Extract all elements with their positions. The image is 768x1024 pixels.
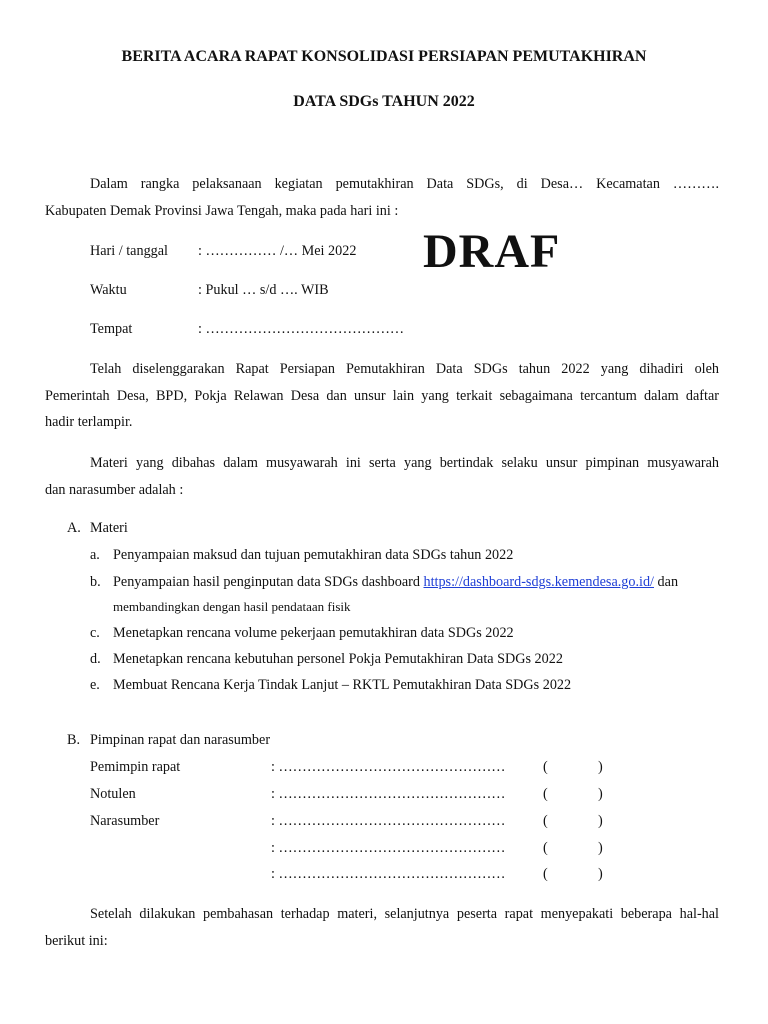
list-item-d-text: Menetapkan rencana kebutuhan personel Pokja Pemutakhiran Data SDGs 2022 <box>113 651 563 667</box>
field-value-date: : …………… /… Mei 2022 <box>198 243 357 259</box>
field-label-time: Waktu <box>90 282 127 298</box>
paragraph-3-line-2: dan narasumber adalah : <box>45 482 184 498</box>
row-paren-open: ( <box>543 866 548 882</box>
row-paren-open: ( <box>543 759 548 775</box>
row-paren-open: ( <box>543 786 548 802</box>
field-label-place: Tempat <box>90 321 133 337</box>
paragraph-2-line-2: Pemerintah Desa, BPD, Pokja Relawan Desa dan unsur lain yang terkait sebagaimana tercantum dalam daftar <box>45 388 719 404</box>
list-item-b-marker: b. <box>90 574 101 590</box>
list-item-a-text: Penyampaian maksud dan tujuan pemutakhiran data SDGs tahun 2022 <box>113 547 514 563</box>
section-b-title: Pimpinan rapat dan narasumber <box>90 732 271 748</box>
row-paren-open: ( <box>543 813 548 829</box>
intro-line-2: Kabupaten Demak Provinsi Jawa Tengah, maka pada hari ini : <box>45 203 399 219</box>
row-paren-close: ) <box>598 866 603 882</box>
row-paren-open: ( <box>543 840 548 856</box>
row-value-notulen: : ………………………………………… <box>271 786 506 802</box>
list-item-c-marker: c. <box>90 625 100 641</box>
row-label-leader: Pemimpin rapat <box>90 759 181 775</box>
list-item-c-text: Menetapkan rencana volume pekerjaan pemutakhiran data SDGs 2022 <box>113 625 514 641</box>
row-value-narasumber-3: : ………………………………………… <box>271 866 506 882</box>
row-value-narasumber: : ………………………………………… <box>271 813 506 829</box>
document-title-line-1: BERITA ACARA RAPAT KONSOLIDASI PERSIAPAN PEMUTAKHIRAN <box>121 48 647 65</box>
section-b-marker: B. <box>67 732 81 748</box>
section-a-title: Materi <box>90 520 128 536</box>
paragraph-3-line-1: Materi yang dibahas dalam musyawarah ini serta yang bertindak selaku unsur pimpinan musyawarah <box>90 455 719 471</box>
field-value-time: : Pukul … s/d …. WIB <box>198 282 329 298</box>
section-a-marker: A. <box>67 520 81 536</box>
list-item-d-marker: d. <box>90 651 101 667</box>
row-paren-close: ) <box>598 759 603 775</box>
draft-stamp: DRAF <box>423 225 561 278</box>
list-item-e-text: Membuat Rencana Kerja Tindak Lanjut – RKTL Pemutakhiran Data SDGs 2022 <box>113 677 572 693</box>
paragraph-4-line-2: berikut ini: <box>45 933 108 949</box>
list-item-b <box>113 574 678 591</box>
paragraph-2-line-1: Telah diselenggarakan Rapat Persiapan Pemutakhiran Data SDGs tahun 2022 yang dihadiri oleh <box>90 361 719 377</box>
paragraph-4-line-1: Setelah dilakukan pembahasan terhadap materi, selanjutnya peserta rapat menyepakati beberapa hal-hal <box>90 906 719 922</box>
field-label-date: Hari / tanggal <box>90 243 169 259</box>
dashboard-link[interactable]: https://dashboard-sdgs.kemendesa.go.id/ <box>423 574 654 590</box>
list-item-a-marker: a. <box>90 547 100 563</box>
row-paren-close: ) <box>598 840 603 856</box>
row-value-narasumber-2: : ………………………………………… <box>271 840 506 856</box>
row-paren-close: ) <box>598 813 603 829</box>
list-item-b-text: Penyampaian hasil penginputan data SDGs dashboard <box>113 574 424 590</box>
intro-line-1: Dalam rangka pelaksanaan kegiatan pemutakhiran Data SDGs, di Desa… Kecamatan ………. <box>90 176 719 192</box>
list-item-b-continuation: membandingkan dengan hasil pendataan fisik <box>113 599 351 614</box>
paragraph-2-line-3: hadir terlampir. <box>45 414 133 430</box>
document-title-line-2: DATA SDGs TAHUN 2022 <box>293 93 475 110</box>
row-label-notulen: Notulen <box>90 786 136 802</box>
list-item-b-after: dan <box>654 574 679 590</box>
row-value-leader: : ………………………………………… <box>271 759 506 775</box>
field-value-place: : …………………………………… <box>198 321 405 337</box>
row-label-narasumber: Narasumber <box>90 813 160 829</box>
row-paren-close: ) <box>598 786 603 802</box>
list-item-e-marker: e. <box>90 677 100 693</box>
